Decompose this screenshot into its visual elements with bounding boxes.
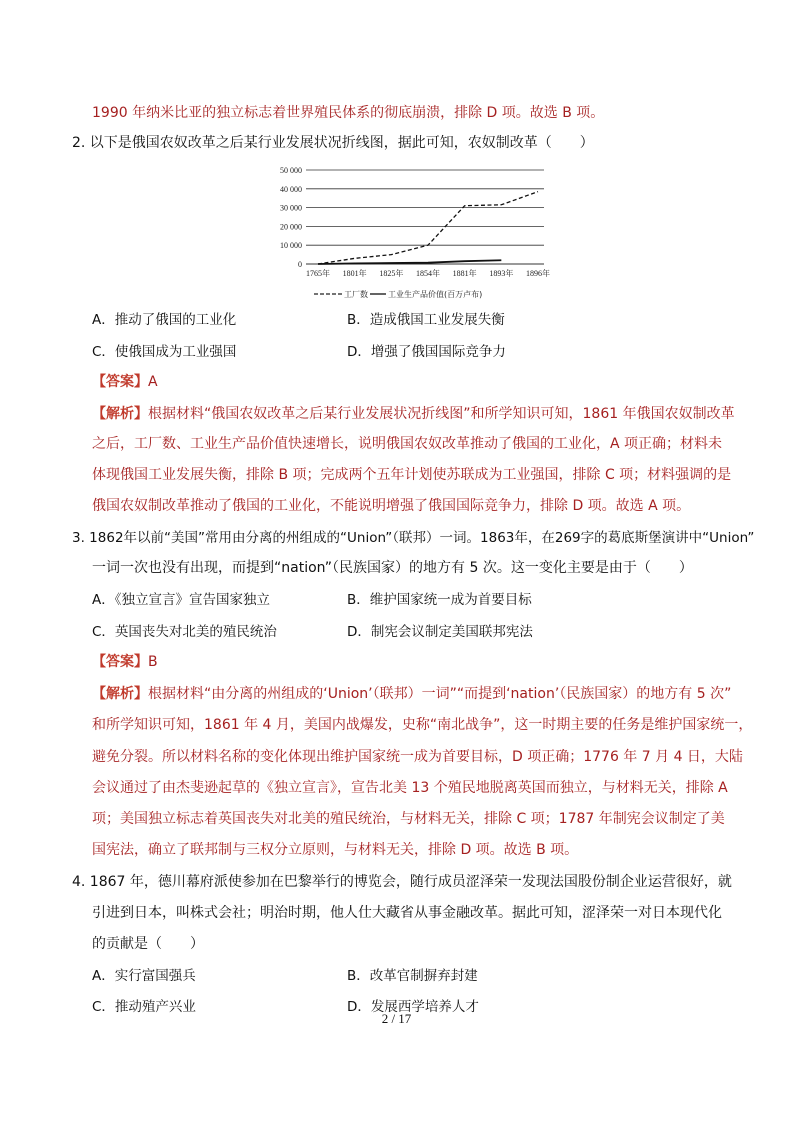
y-tick-label-0: 0: [298, 260, 302, 269]
q3-option-b[interactable]: B．维护国家统一成为首要目标: [347, 592, 532, 608]
q3-answer-tag: 【答案】: [92, 654, 148, 670]
factory-growth-line-chart: [262, 158, 552, 308]
y-tick-label-4: 40 000: [280, 184, 302, 194]
q3-answer: [92, 652, 158, 672]
x-tick-label-1: 1801年: [342, 269, 367, 278]
legend-factory-count: 工厂数: [344, 290, 368, 299]
q2-answer-tag: 【答案】: [92, 374, 148, 390]
question-4-stem-line-3: 的贡献是（ ）: [92, 936, 204, 952]
y-tick-label-3: 30 000: [280, 203, 302, 213]
y-tick-label-2: 20 000: [280, 222, 302, 232]
q3-analysis-line-2: 和所学知识可知，1861 年 4 月，美国内战爆发，史称“南北战争”，这一时期主要的任务是维护国家统一，: [92, 717, 753, 733]
previous-answer-tail: 1990 年纳米比亚的独立标志着世界殖民体系的彻底崩溃，排除 D 项。故选 B 项。: [92, 105, 605, 121]
chart-lines: [318, 192, 538, 264]
question-4-stem-line-1: 4. 1867 年，德川幕府派使参加在巴黎举行的博览会，随行成员涩泽荣一发现法国股份制企业运营很好，就: [72, 874, 732, 890]
q3-option-a[interactable]: A．《独立宣言》宣告国家独立: [92, 592, 270, 608]
series-line-0: [318, 192, 538, 264]
q2-option-a[interactable]: A．推动了俄国的工业化: [92, 312, 237, 328]
q2-analysis-line-4: 俄国农奴制改革推动了俄国的工业化，不能说明增强了俄国国际竞争力，排除 D 项。故选 A 项。: [92, 498, 691, 514]
q3-analysis-line-1: [92, 684, 731, 704]
q2-analysis-line-2: 之后，工厂数、工业生产品价值快速增长，说明俄国农奴改革推动了俄国的工业化，A 项正确；材料未: [92, 436, 723, 452]
x-tick-label-6: 1896年: [526, 269, 550, 278]
q3-analysis-line-5: 项；美国独立标志着英国丧失对北美的殖民统治，与材料无关，排除 C 项；1787 年制宪会议制定了美: [92, 811, 725, 827]
q3-analysis-tag: 【解析】: [92, 686, 148, 702]
chart-y-ticks: [280, 166, 302, 269]
q4-option-a[interactable]: A．实行富国强兵: [92, 968, 196, 984]
x-tick-label-2: 1825年: [379, 269, 404, 278]
q4-option-b[interactable]: B．改革官制摒弃封建: [347, 968, 478, 984]
y-tick-label-5: 50 000: [280, 166, 302, 175]
series-line-1: [318, 260, 501, 264]
question-2-stem: 2. 以下是俄国农奴改革之后某行业发展状况折线图，据此可知，农奴制改革（ ）: [72, 135, 594, 151]
q2-analysis-tag: 【解析】: [92, 406, 148, 422]
x-tick-label-4: 1881年: [452, 269, 477, 278]
q3-option-c[interactable]: C．英国丧失对北美的殖民统治: [92, 624, 277, 640]
page-number: 2 / 17: [381, 1011, 412, 1026]
q3-analysis-line-4: 会议通过了由杰斐逊起草的《独立宣言》，宣告北美 13 个殖民地脱离英国而独立，与材料无关，排除 A: [92, 780, 728, 796]
x-tick-label-3: 1854年: [416, 269, 440, 278]
x-tick-label-0: 1765年: [306, 269, 330, 278]
question-3-stem-line-2: 一词一次也没有出现，而提到“nation”（民族国家）的地方有 5 次。这一变化主要是由于（ ）: [92, 560, 693, 576]
y-tick-label-1: 10 000: [280, 241, 302, 251]
question-4-stem-line-2: 引进到日本，叫株式会社；明治时期，他人仕大藏省从事金融改革。据此可知，涩泽荣一对日本现代化: [92, 905, 722, 921]
q2-option-c[interactable]: C．使俄国成为工业强国: [92, 344, 237, 360]
x-tick-label-5: 1893年: [489, 269, 514, 278]
q3-analysis-line-6: 国宪法，确立了联邦制与三权分立原则，与材料无关，排除 D 项。故选 B 项。: [92, 842, 579, 858]
q2-answer-value: A: [148, 374, 158, 390]
q2-analysis-line-3: 体现俄国工业发展失衡，排除 B 项；完成两个五年计划使苏联成为工业强国，排除 C 项；材料强调的是: [92, 467, 732, 483]
q2-option-b[interactable]: B．造成俄国工业发展失衡: [347, 312, 505, 328]
q2-analysis-line-1: [92, 404, 735, 424]
chart-legend: [314, 289, 482, 299]
q3-option-d[interactable]: D．制宪会议制定美国联邦宪法: [347, 624, 533, 640]
q3-answer-value: B: [148, 654, 158, 670]
q3-analysis-text-1: 根据材料“由分离的州组成的‘Union’（联邦）一词”“而提到‘nation’（民族国家）的地方有 5 次”: [148, 686, 732, 702]
question-3-stem-line-1: 3. 1862年以前“美国”常用由分离的州组成的“Union”（联邦）一词。1863年，在269字的葛底斯堡演讲中“Union”: [72, 530, 755, 546]
q2-analysis-text-1: 根据材料“俄国农奴改革之后某行业发展状况折线图”和所学知识可知，1861 年俄国农奴制改革: [148, 406, 735, 422]
q4-option-c[interactable]: C．推动殖产兴业: [92, 999, 196, 1015]
chart-x-ticks: [306, 268, 550, 278]
legend-output-value: 工业生产品价值(百万卢布): [388, 290, 483, 299]
q3-analysis-line-3: 避免分裂。所以材料名称的变化体现出维护国家统一成为首要目标，D 项正确；1776 年 7 月 4 日，大陆: [92, 749, 743, 765]
chart-grid: [306, 170, 544, 264]
q2-option-d[interactable]: D．增强了俄国国际竞争力: [347, 344, 506, 360]
q4-option-d[interactable]: D．发展西学培养人才: [347, 999, 479, 1015]
q2-answer: [92, 372, 158, 392]
